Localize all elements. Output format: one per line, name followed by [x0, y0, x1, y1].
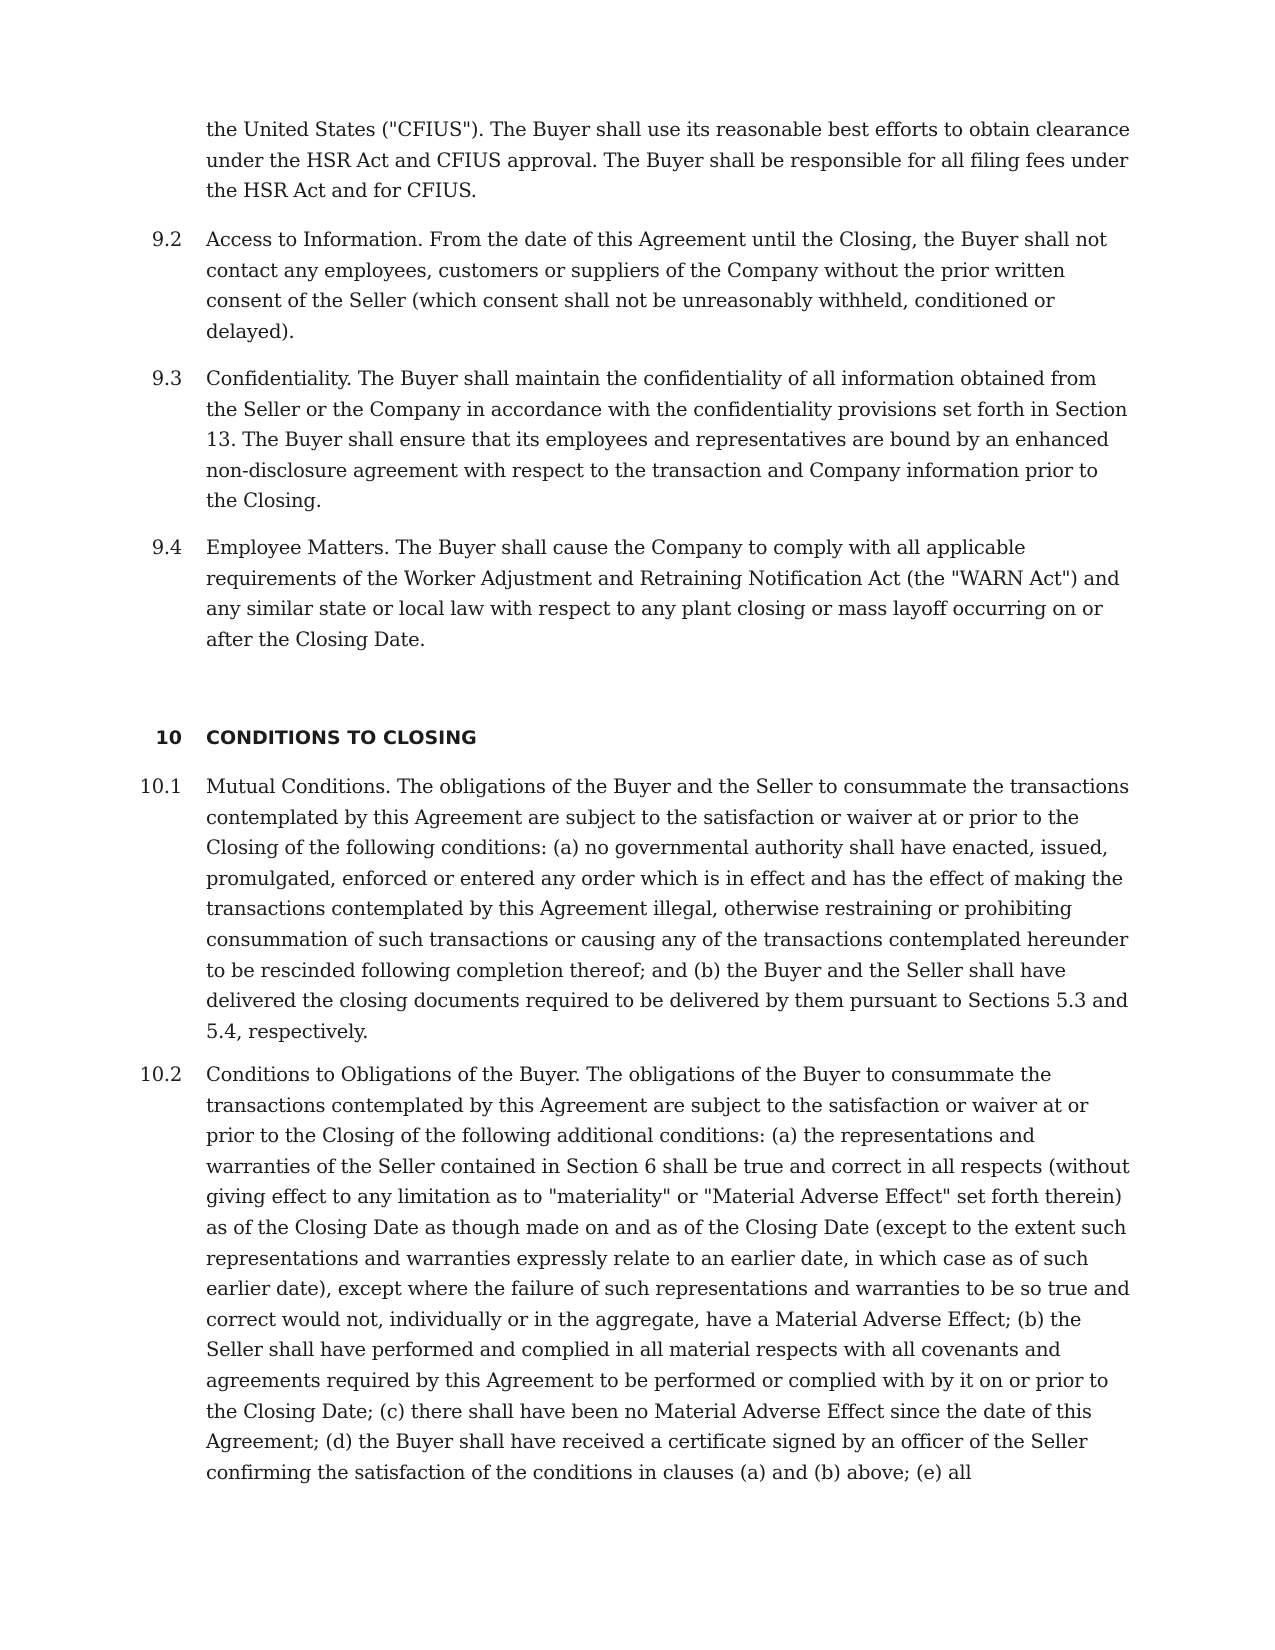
section-text: Conditions to Obligations of the Buyer. The obligations of the Buyer to consummate the transactions contemplated by this Agreement are subject to the satisfaction or waiver at or prior to the Closing of the following additional conditions: (a) the representations and warranties of the Seller contained in Section 6 shall be true and correct in all respects (without giving effect to any limitation as to "materiality" or "Material Adverse Effect" set forth therein) as of the Closing Date as though made on and as of the Closing Date (except to the extent such representations and warranties expressly relate to an earlier date, in which case as of such earlier date), except where the failure of such representations and warranties to be so true and correct would not, individually or in the aggregate, have a Material Adverse Effect; (b) the Seller shall have performed and complied in all material respects with all covenants and agreements required by this Agreement to be performed or complied with by it on or prior to the Closing Date; (c) there shall have been no Material Adverse Effect since the date of this Agreement; (d) the Buyer shall have received a certificate signed by an officer of the Seller confirming the satisfaction of the conditions in clauses (a) and (b) above; (e) all — [206, 1063, 1130, 1484]
section-number: 10.2 — [139, 1063, 182, 1086]
heading-number: 10 — [155, 727, 182, 749]
section-text: Access to Information. From the date of this Agreement until the Closing, the Buyer shall not contact any employees, customers or suppliers of the Company without the prior written consent of the Seller (which consent shall not be unreasonably withheld, conditioned or delayed). — [206, 228, 1107, 343]
section-text: Confidentiality. The Buyer shall maintain the confidentiality of all information obtained from the Seller or the Company in accordance with the confidentiality provisions set forth in Section 13. The Buyer shall ensure that its employees and representatives are bound by an enhanced non-disclosure agreement with respect to the transaction and Company information prior to the Closing. — [206, 367, 1128, 513]
section-number: 9.3 — [151, 367, 182, 390]
intro-paragraph: the United States ("CFIUS"). The Buyer shall use its reasonable best efforts to obtain clearance under the HSR Act and CFIUS approval. The Buyer shall be responsible for all filing fees under the HSR Act and for CFIUS. — [206, 118, 1130, 203]
heading-title: CONDITIONS TO CLOSING — [206, 727, 477, 749]
section-text: Employee Matters. The Buyer shall cause the Company to comply with all applicable requirements of the Worker Adjustment and Retraining Notification Act (the "WARN Act") and any similar state or local law with respect to any plant closing or mass layoff occurring on or after the Closing Date. — [206, 536, 1120, 651]
section-number: 9.2 — [151, 228, 182, 251]
section-number: 9.4 — [151, 536, 182, 559]
section-text: Mutual Conditions. The obligations of the Buyer and the Seller to consummate the transactions contemplated by this Agreement are subject to the satisfaction or waiver at or prior to the Closing of the following conditions: (a) no governmental authority shall have enacted, issued, promulgated, enforced or entered any order which is in effect and has the effect of making the transactions contemplated by this Agreement illegal, otherwise restraining or prohibiting consummation of such transactions or causing any of the transactions contemplated hereunder to be rescinded following completion thereof; and (b) the Buyer and the Seller shall have delivered the closing documents required to be delivered by them pursuant to Sections 5.3 and 5.4, respectively. — [206, 775, 1129, 1043]
section-number: 10.1 — [139, 775, 182, 798]
